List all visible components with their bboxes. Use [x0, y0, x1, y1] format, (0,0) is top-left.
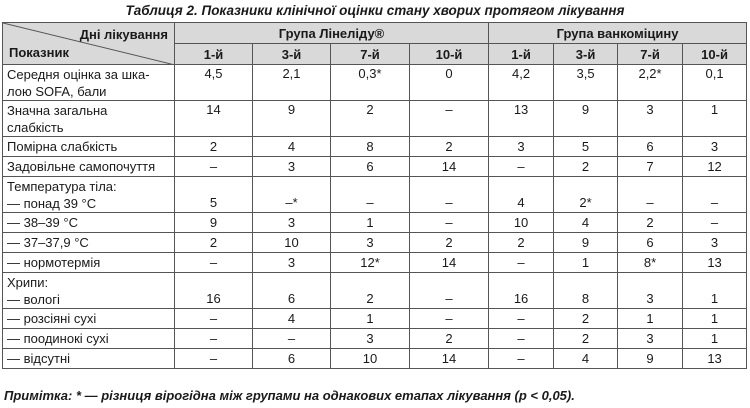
value-cell: [489, 65, 554, 101]
value-text: –: [209, 331, 218, 346]
value-cell: [175, 101, 253, 137]
table-row: [3, 213, 747, 233]
value-cell: [489, 137, 554, 157]
row-label-line: — нормотермія: [7, 255, 101, 270]
value-text: 6: [646, 235, 654, 250]
value-cell: [331, 309, 410, 329]
value-text: 1: [710, 291, 719, 306]
value-cell: [331, 101, 410, 137]
row-label-cell: [3, 329, 175, 349]
table-footnote: Примітка: * — різниця вірогідна між групами на однакових етапах лікування (р < 0,05).: [4, 388, 575, 403]
table-row: [3, 329, 747, 349]
value-cell: [683, 157, 747, 177]
value-text: 13: [707, 351, 722, 366]
value-text: 13: [513, 102, 529, 117]
value-text: 1: [710, 331, 719, 346]
value-text: –: [209, 351, 218, 366]
value-text: 16: [513, 291, 529, 306]
value-text: 9: [646, 351, 654, 366]
value-text: –: [517, 331, 525, 346]
value-text: 10: [362, 351, 378, 366]
value-text: 10: [513, 215, 529, 230]
value-cell: [683, 65, 747, 101]
value-cell: [331, 253, 410, 273]
value-text: 2: [366, 102, 374, 117]
value-text: 3: [366, 235, 374, 250]
value-cell: [683, 177, 747, 213]
value-cell: [554, 65, 618, 101]
value-text: 2: [517, 235, 525, 250]
value-cell: [253, 137, 331, 157]
value-text: 2: [581, 311, 590, 326]
value-cell: [618, 273, 683, 309]
value-cell: [554, 177, 618, 213]
value-text: 1: [581, 255, 590, 270]
value-text: –: [710, 215, 719, 230]
value-cell: [331, 157, 410, 177]
header-group-linelid: Група Лінеліду®: [175, 23, 489, 44]
header-day-cell: 7-й: [618, 44, 683, 65]
value-cell: [253, 273, 331, 309]
value-text: 5: [581, 139, 590, 154]
row-label-cell: [3, 213, 175, 233]
value-text: –: [209, 255, 218, 270]
value-text: 4: [581, 215, 590, 230]
row-label-line: слабкість: [7, 119, 64, 135]
value-text: 8*: [643, 255, 657, 270]
value-text: 6: [287, 351, 296, 366]
value-cell: [554, 213, 618, 233]
value-text: 3: [287, 159, 296, 174]
value-cell: [554, 273, 618, 309]
value-text: 3,5: [576, 66, 595, 81]
value-text: –: [646, 195, 654, 210]
value-cell: [554, 101, 618, 137]
value-cell: [683, 101, 747, 137]
table-row: [3, 65, 747, 101]
value-text: 8: [581, 291, 590, 306]
header-day-cell: 3-й: [554, 44, 618, 65]
row-label-line: Задовільне самопочуття: [7, 159, 156, 174]
value-cell: [683, 233, 747, 253]
value-cell: [175, 177, 253, 213]
value-text: 1: [646, 311, 654, 326]
value-cell: [331, 273, 410, 309]
value-cell: [489, 157, 554, 177]
value-text: 6: [366, 159, 374, 174]
value-cell: [253, 157, 331, 177]
value-cell: [554, 157, 618, 177]
value-text: 12: [707, 159, 722, 174]
row-label-cell: [3, 253, 175, 273]
value-cell: [618, 233, 683, 253]
value-cell: [618, 65, 683, 101]
row-label-line: Помірна слабкість: [7, 139, 118, 154]
value-text: 3: [646, 291, 654, 306]
value-cell: [683, 309, 747, 329]
row-label-line: — поодинокі сухі: [7, 331, 109, 346]
header-day-cell: 1-й: [489, 44, 554, 65]
value-text: 9: [287, 102, 296, 117]
value-text: 2: [209, 235, 218, 250]
value-text: –*: [285, 195, 298, 210]
row-label-cell: [3, 273, 175, 309]
value-cell: [253, 101, 331, 137]
value-text: 7: [646, 159, 654, 174]
row-label-cell: [3, 137, 175, 157]
value-cell: [554, 253, 618, 273]
value-cell: [489, 273, 554, 309]
value-text: 3: [710, 235, 719, 250]
value-cell: [489, 233, 554, 253]
table-row: [3, 137, 747, 157]
value-cell: [410, 253, 489, 273]
value-text: –: [445, 291, 453, 306]
value-text: 9: [581, 102, 590, 117]
value-cell: [175, 349, 253, 369]
value-cell: [618, 349, 683, 369]
header-row-groups: [3, 23, 747, 44]
value-text: 14: [441, 351, 457, 366]
row-label-line: — розсіяні сухі: [7, 311, 97, 326]
header-indicator-label: Показник: [9, 45, 69, 60]
value-cell: [489, 101, 554, 137]
value-text: 4,2: [512, 66, 531, 81]
value-text: –: [209, 311, 218, 326]
value-text: 2*: [579, 195, 592, 210]
value-text: 14: [441, 255, 457, 270]
table-row: [3, 233, 747, 253]
value-cell: [489, 329, 554, 349]
value-cell: [410, 157, 489, 177]
value-text: –: [287, 331, 296, 346]
value-cell: [175, 253, 253, 273]
header-day-cell: 3-й: [253, 44, 331, 65]
value-text: 8: [366, 139, 374, 154]
table-row: [3, 157, 747, 177]
value-cell: [175, 65, 253, 101]
value-text: 1: [366, 311, 374, 326]
value-cell: [410, 101, 489, 137]
value-cell: [253, 309, 331, 329]
value-cell: [253, 177, 331, 213]
value-text: –: [517, 255, 525, 270]
value-text: 4: [287, 311, 296, 326]
value-text: 4,5: [204, 66, 223, 81]
table-row: [3, 273, 747, 309]
value-cell: [554, 309, 618, 329]
value-text: 2: [366, 291, 374, 306]
value-cell: [683, 329, 747, 349]
value-text: –: [366, 195, 374, 210]
value-text: 14: [206, 102, 221, 117]
value-cell: [331, 233, 410, 253]
value-text: 9: [581, 235, 590, 250]
table-caption: Таблиця 2. Показники клінічної оцінки стану хворих протягом лікування: [125, 3, 625, 18]
value-text: –: [445, 195, 453, 210]
value-cell: [618, 253, 683, 273]
value-text: 3: [646, 331, 654, 346]
value-cell: [489, 177, 554, 213]
value-text: 3: [287, 255, 296, 270]
value-text: 2: [445, 331, 453, 346]
row-label-cell: [3, 101, 175, 137]
value-text: –: [445, 311, 453, 326]
row-label-line: — 38–39 °С: [7, 215, 78, 230]
value-cell: [410, 273, 489, 309]
value-text: 3: [287, 215, 296, 230]
row-label-line: — відсутні: [7, 351, 71, 366]
value-cell: [253, 253, 331, 273]
header-day-cell: 10-й: [410, 44, 489, 65]
value-text: 10: [284, 235, 299, 250]
value-cell: [175, 233, 253, 253]
value-text: –: [710, 195, 719, 210]
value-cell: [253, 329, 331, 349]
value-text: 14: [441, 159, 457, 174]
value-text: 6: [287, 291, 296, 306]
value-cell: [618, 101, 683, 137]
value-text: 2: [209, 139, 218, 154]
header-group-vancomycin: Група ванкоміцину: [489, 23, 747, 44]
value-cell: [554, 349, 618, 369]
value-cell: [175, 157, 253, 177]
value-text: –: [517, 159, 525, 174]
value-text: 2: [646, 215, 654, 230]
value-cell: [554, 329, 618, 349]
value-text: 13: [707, 255, 722, 270]
value-cell: [253, 65, 331, 101]
value-text: 2: [581, 159, 590, 174]
header-day-cell: 1-й: [175, 44, 253, 65]
value-cell: [410, 309, 489, 329]
value-text: 2,2*: [638, 66, 662, 81]
value-text: 3: [366, 331, 374, 346]
value-cell: [410, 329, 489, 349]
value-cell: [683, 273, 747, 309]
value-text: 1: [710, 102, 719, 117]
row-label-line: Значна загальна: [7, 102, 108, 118]
value-cell: [489, 349, 554, 369]
row-label-line: Середня оцінка за шка-: [7, 66, 150, 82]
value-text: 3: [710, 139, 719, 154]
table-row: [3, 349, 747, 369]
header-day-cell: 7-й: [331, 44, 410, 65]
table-row: [3, 309, 747, 329]
value-text: 12*: [360, 255, 380, 270]
value-text: 4: [517, 195, 525, 210]
value-text: 5: [209, 195, 218, 210]
value-text: 3: [517, 139, 525, 154]
value-cell: [683, 213, 747, 233]
table-row: [3, 101, 747, 137]
value-text: –: [445, 215, 453, 230]
value-cell: [618, 137, 683, 157]
value-text: 4: [287, 139, 296, 154]
value-cell: [331, 213, 410, 233]
clinical-table: [2, 22, 747, 369]
row-label-cell: [3, 349, 175, 369]
value-cell: [489, 309, 554, 329]
row-label-line: — понад 39 °С: [7, 195, 97, 211]
value-cell: [683, 137, 747, 157]
value-cell: [489, 253, 554, 273]
value-cell: [683, 349, 747, 369]
value-text: 9: [209, 215, 218, 230]
value-cell: [253, 233, 331, 253]
header-corner-cell: [3, 23, 175, 65]
value-text: 0,1: [705, 66, 724, 81]
value-cell: [489, 213, 554, 233]
value-cell: [331, 329, 410, 349]
value-cell: [554, 233, 618, 253]
row-label-cell: [3, 177, 175, 213]
value-text: –: [445, 102, 453, 117]
row-label-line: Температура тіла:: [7, 178, 117, 194]
value-text: 4: [581, 351, 590, 366]
value-text: –: [517, 311, 525, 326]
row-label-line: Хрипи:: [7, 274, 49, 290]
value-cell: [410, 137, 489, 157]
value-text: 2: [445, 139, 453, 154]
value-text: –: [517, 351, 525, 366]
value-cell: [253, 349, 331, 369]
value-text: 1: [710, 311, 719, 326]
row-label-cell: [3, 157, 175, 177]
value-cell: [331, 65, 410, 101]
value-cell: [554, 137, 618, 157]
value-cell: [331, 349, 410, 369]
value-cell: [175, 329, 253, 349]
value-text: 6: [646, 139, 654, 154]
value-text: 0,3*: [358, 66, 382, 81]
value-cell: [331, 137, 410, 157]
value-cell: [331, 177, 410, 213]
value-cell: [175, 213, 253, 233]
value-cell: [175, 137, 253, 157]
header-days-label: Дні лікування: [79, 27, 168, 42]
value-cell: [410, 233, 489, 253]
row-label-cell: [3, 65, 175, 101]
value-cell: [618, 157, 683, 177]
value-cell: [683, 253, 747, 273]
value-cell: [410, 65, 489, 101]
row-label-line: лою SOFA, бали: [7, 83, 107, 99]
value-text: 0: [445, 66, 453, 81]
value-cell: [253, 213, 331, 233]
table-row: [3, 177, 747, 213]
value-text: 2: [581, 331, 590, 346]
value-text: 3: [646, 102, 654, 117]
value-cell: [410, 349, 489, 369]
value-text: –: [209, 159, 218, 174]
row-label-line: — вологі: [7, 291, 60, 307]
value-cell: [618, 329, 683, 349]
row-label-line: — 37–37,9 °С: [7, 235, 89, 250]
table-row: [3, 253, 747, 273]
value-cell: [410, 177, 489, 213]
value-text: 2,1: [282, 66, 301, 81]
value-text: 2: [445, 235, 453, 250]
value-cell: [618, 213, 683, 233]
value-cell: [618, 309, 683, 329]
row-label-cell: [3, 309, 175, 329]
value-text: 16: [206, 291, 221, 306]
value-cell: [410, 213, 489, 233]
header-day-cell: 10-й: [683, 44, 747, 65]
value-cell: [175, 273, 253, 309]
row-label-cell: [3, 233, 175, 253]
value-cell: [175, 309, 253, 329]
value-cell: [618, 177, 683, 213]
value-text: 1: [366, 215, 374, 230]
